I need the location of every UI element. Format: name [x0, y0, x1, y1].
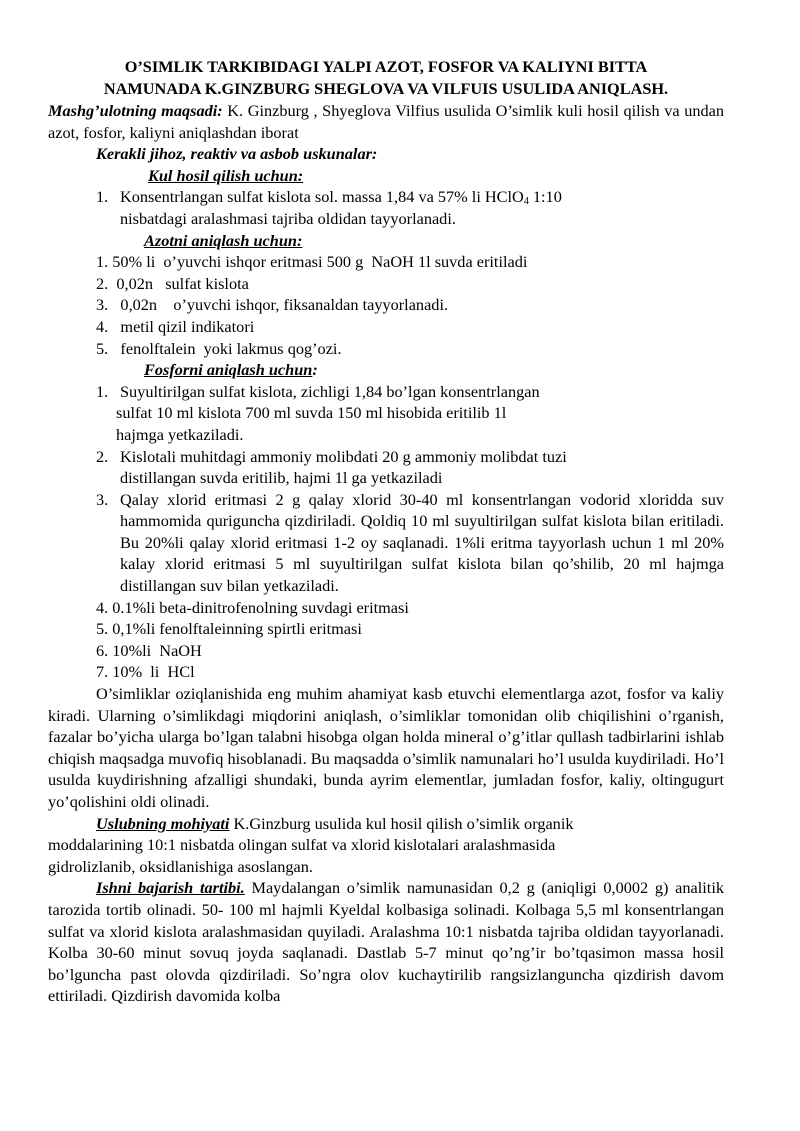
phosphorus-item-2 [48, 446, 724, 489]
phosphorus-item-3 [48, 489, 724, 597]
phosphorus-item-1-line-1: Suyultirilgan sulfat kislota, zichligi 1,84 bo’lgan konsentrlangan [120, 381, 540, 401]
phosphorus-item-2-line-1: Kislotali muhitdagi ammoniy molibdati 20 g ammoniy molibdat tuzi [120, 446, 567, 466]
phosphorus-heading-colon: : [312, 360, 318, 380]
phosphorus-item-4: 4. 0.1%li beta-dinitrofenolning suvdagi eritmasi [96, 597, 409, 617]
essence-paragraph [48, 813, 724, 878]
phosphorus-item-1-line-2: sulfat 10 ml kislota 700 ml suvda 150 ml hisobida eritilib 1l [116, 403, 507, 423]
essence-text-1: K.Ginzburg usulida kul hosil qilish o’simlik organik [229, 813, 574, 833]
nitrogen-item-2: 2. 0,02n sulfat kislota [96, 273, 249, 293]
phosphorus-item-2-number: 2. [96, 446, 109, 466]
phosphorus-item-1 [48, 381, 724, 446]
procedure-paragraph [48, 877, 724, 1007]
nitrogen-item-3: 3. 0,02n o’yuvchi ishqor, fiksanaldan tayyorlanadi. [96, 295, 449, 315]
purpose-text: K. Ginzburg , Shyeglova Vilfius usulida O’simlik kuli hosil qilish va undan azot, fosfor, kaliyni aniqlashdan iborat [48, 101, 724, 142]
purpose-label: Mashg’ulotning maqsadi: [48, 101, 223, 120]
document-page [48, 56, 724, 1007]
nitrogen-item-1: 1. 50% li o’yuvchi ishqor eritmasi 500 g NaOH 1l suvda eritiladi [96, 252, 528, 272]
essence-line-2: moddalarining 10:1 nisbatda olingan sulfat va xlorid kislotalari aralashmasida [48, 835, 556, 855]
phosphorus-item-1-number: 1. [96, 381, 109, 401]
phosphorus-heading-text: Fosforni aniqlash uchun [144, 360, 313, 380]
document-title [48, 56, 724, 100]
nitrogen-heading: Azotni aniqlash uchun: [144, 230, 303, 250]
ash-item-1-line-1: Konsentrlangan sulfat kislota sol. massa 1,84 va 57% li HClO$_4$ 1:10 [120, 187, 562, 208]
essence-label: Uslubning mohiyati [96, 813, 230, 833]
phosphorus-heading [144, 359, 724, 381]
title-line-2: NAMUNADA K.GINZBURG SHEGLOVA VA VILFUIS USULIDA ANIQLASH. [103, 79, 669, 98]
phosphorus-item-1-line-3: hajmga yetkaziladi. [116, 424, 244, 444]
ash-item-1 [48, 186, 724, 229]
procedure-label: Ishni bajarish tartibi. [96, 878, 245, 898]
phosphorus-item-3-text: Qalay xlorid eritmasi 2 g qalay xlorid 30-40 ml konsentrlangan vodorid xloridda suv hammomida quriguncha qizdiriladi. Qoldiq 10 ml suyultirilgan sulfat kislota bilan eritiladi. Bu 20%li qalay xlorid eritmasi 1-2 oy saqlanadi. 1%li eritma tayyorlash uchun 1 ml 20% kalay xlorid eritmasi 5 ml suyultirilgan sulfat kislota bilan qo’shilib, 20 ml hajmga distillangan suv bilan yetkaziladi. [120, 489, 724, 596]
purpose-paragraph [48, 100, 724, 143]
procedure-text: Maydalangan o’simlik namunasidan 0,2 g (aniqligi 0,0002 g) analitik tarozida tortib olinadi. 50- 100 ml hajmli Kyeldal kolbasiga solinadi. Kolbaga 5,5 ml konsentrlangan sulfat va xlorid kislota aralashmasidan quyiladi. Aralashma 10:1 nisbatda tajriba oldidan tayyorlanadi. Kolba 30-60 minut sovuq joyda saqlanadi. Dastlab 5-7 minut qo’ng’ir bo’tqasimon massa hosil bo’lguncha past olovda qizdiriladi. So’ngra olov kuchaytirilib rangsizlanguncha qizdirish davom ettiriladi. Qizdirish davomida kolba [48, 878, 724, 1006]
title-line-1: O’SIMLIK TARKIBIDAGI YALPI AZOT, FOSFOR VA KALIYNI BITTA [124, 57, 648, 76]
phosphorus-item-2-line-2: distillangan suvda eritilib, hajmi 1l ga yetkaziladi [120, 468, 443, 488]
ash-item-1-number: 1. [96, 187, 109, 207]
equipment-heading: Kerakli jihoz, reaktiv va asbob uskunalar: [96, 144, 378, 164]
phosphorus-item-7: 7. 10% li HCl [96, 662, 195, 682]
essence-line-3: gidrolizlanib, oksidlanishiga asoslangan. [48, 856, 313, 876]
ash-heading: Kul hosil qilish uchun: [148, 165, 304, 185]
phosphorus-item-5: 5. 0,1%li fenolftaleinning spirtli eritmasi [96, 619, 362, 639]
ash-item-1-line-2: nisbatdagi aralashmasi tajriba oldidan tayyorlanadi. [120, 208, 456, 228]
nitrogen-item-5: 5. fenolftalein yoki lakmus qog’ozi. [96, 338, 342, 358]
phosphorus-item-3-number: 3. [96, 489, 109, 509]
intro-paragraph: O’simliklar oziqlanishida eng muhim ahamiyat kasb etuvchi elementlarga azot, fosfor va kaliy kiradi. Ularning o’simlikdagi miqdorini aniqlash, o’simliklar tomonidan olib chiqilishini o’rganish, fazalar bo’yicha ularga bo’lgan talabni hisobga olgan holda mineral o’g’itlar qullash tadbirlarini ishlab chiqish maqsadga muvofiq hisoblanadi. Bu maqsadda o’simlik namunalari ho’l usulda kuydiriladi. Ho’l usulda kuydirishning afzalligi shundaki, bunda ayrim elementlar, jumladan fosfor, kaliy, oltingugurt yo’qolishini oldi olinadi. [48, 684, 725, 811]
phosphorus-item-6: 6. 10%li NaOH [96, 640, 202, 660]
nitrogen-item-4: 4. metil qizil indikatori [96, 316, 255, 336]
essence-line-1 [48, 813, 724, 835]
